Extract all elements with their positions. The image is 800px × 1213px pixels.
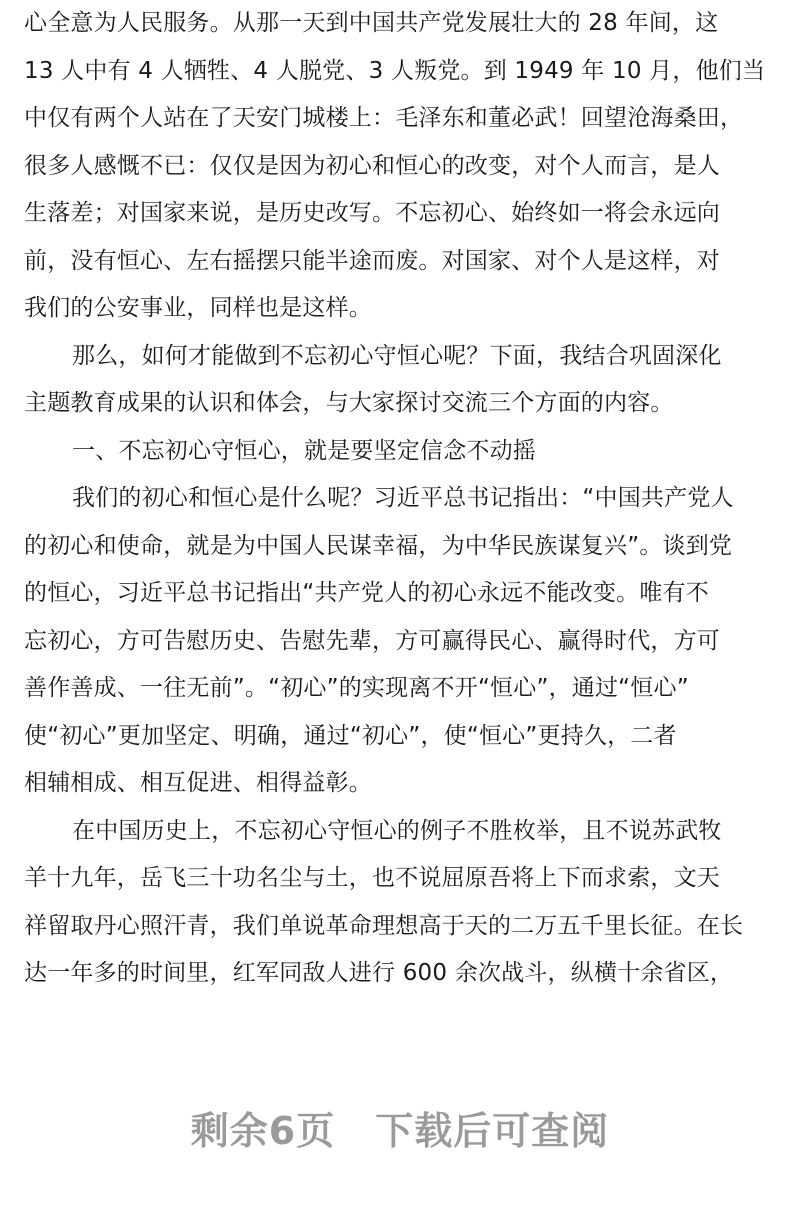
text-line: 的恒心，习近平总书记指出“共产党人的初心永远不能改变。唯有不 [24,580,709,606]
remaining-pages-label: 剩余6页 [190,1109,336,1153]
section-heading: 一、不忘初心守恒心，就是要坚定信念不动摇 [72,437,536,464]
text-line: 羊十九年，岳飞三十功名尘与土，也不说屈原吾将上下而求索，文天 [24,865,720,891]
text-line: 忘初心，方可告慰历史、告慰先辈，方可赢得民心、赢得时代，方可 [24,627,720,654]
text-line: 中仅有两个人站在了天安门城楼上：毛泽东和董必武！回望沧海桑田， [24,105,744,131]
text-line: 相辅相成、相互促进、相得益彰。 [24,770,372,796]
download-to-view-label: 下载后可查阅 [375,1109,610,1153]
text-line: 善作善成、一往无前”。“初心”的实现离不开“恒心”，通过“恒心” [24,675,689,701]
text-line: 主题教育成果的认识和体会，与大家探讨交流三个方面的内容。 [24,390,674,416]
text-line: 祥留取丹心照汗青，我们单说革命理想高于天的二万五千里长征。在长 [24,912,744,939]
text-line: 前，没有恒心、左右摇摆只能半途而废。对国家、对个人是这样，对 [24,247,720,274]
text-line: 生落差；对国家来说，是历史改写。不忘初心、始终如一将会永远向 [24,200,720,226]
text-line: 我们的公安事业，同样也是这样。 [24,295,372,321]
download-prompt[interactable] [0,1100,800,1155]
text-line: 心全意为人民服务。从那一天到中国共产党发展壮大的 28 年间，这 [24,10,719,36]
text-line: 在中国历史上，不忘初心守恒心的例子不胜枚举，且不说苏武牧 [72,817,722,844]
text-line: 那么，如何才能做到不忘初心守恒心呢？下面，我结合巩固深化 [72,342,722,369]
text-line: 的初心和使命，就是为中国人民谋幸福，为中华民族谋复兴”。谈到党 [24,532,733,559]
text-line: 13 人中有 4 人牺牲、4 人脱党、3 人叛党。到 1949 年 10 月，他们当 [24,57,766,84]
document-body [24,0,776,998]
text-line: 使“初心”更加坚定、明确，通过“初心”，使“恒心”更持久，二者 [24,722,677,749]
text-line: 很多人感慨不已：仅仅是因为初心和恒心的改变，对个人而言，是人 [24,152,720,179]
text-line: 我们的初心和恒心是什么呢？习近平总书记指出：“中国共产党人 [72,485,734,511]
text-line: 达一年多的时间里，红军同敌人进行 600 余次战斗，纵横十余省区， [24,960,734,986]
